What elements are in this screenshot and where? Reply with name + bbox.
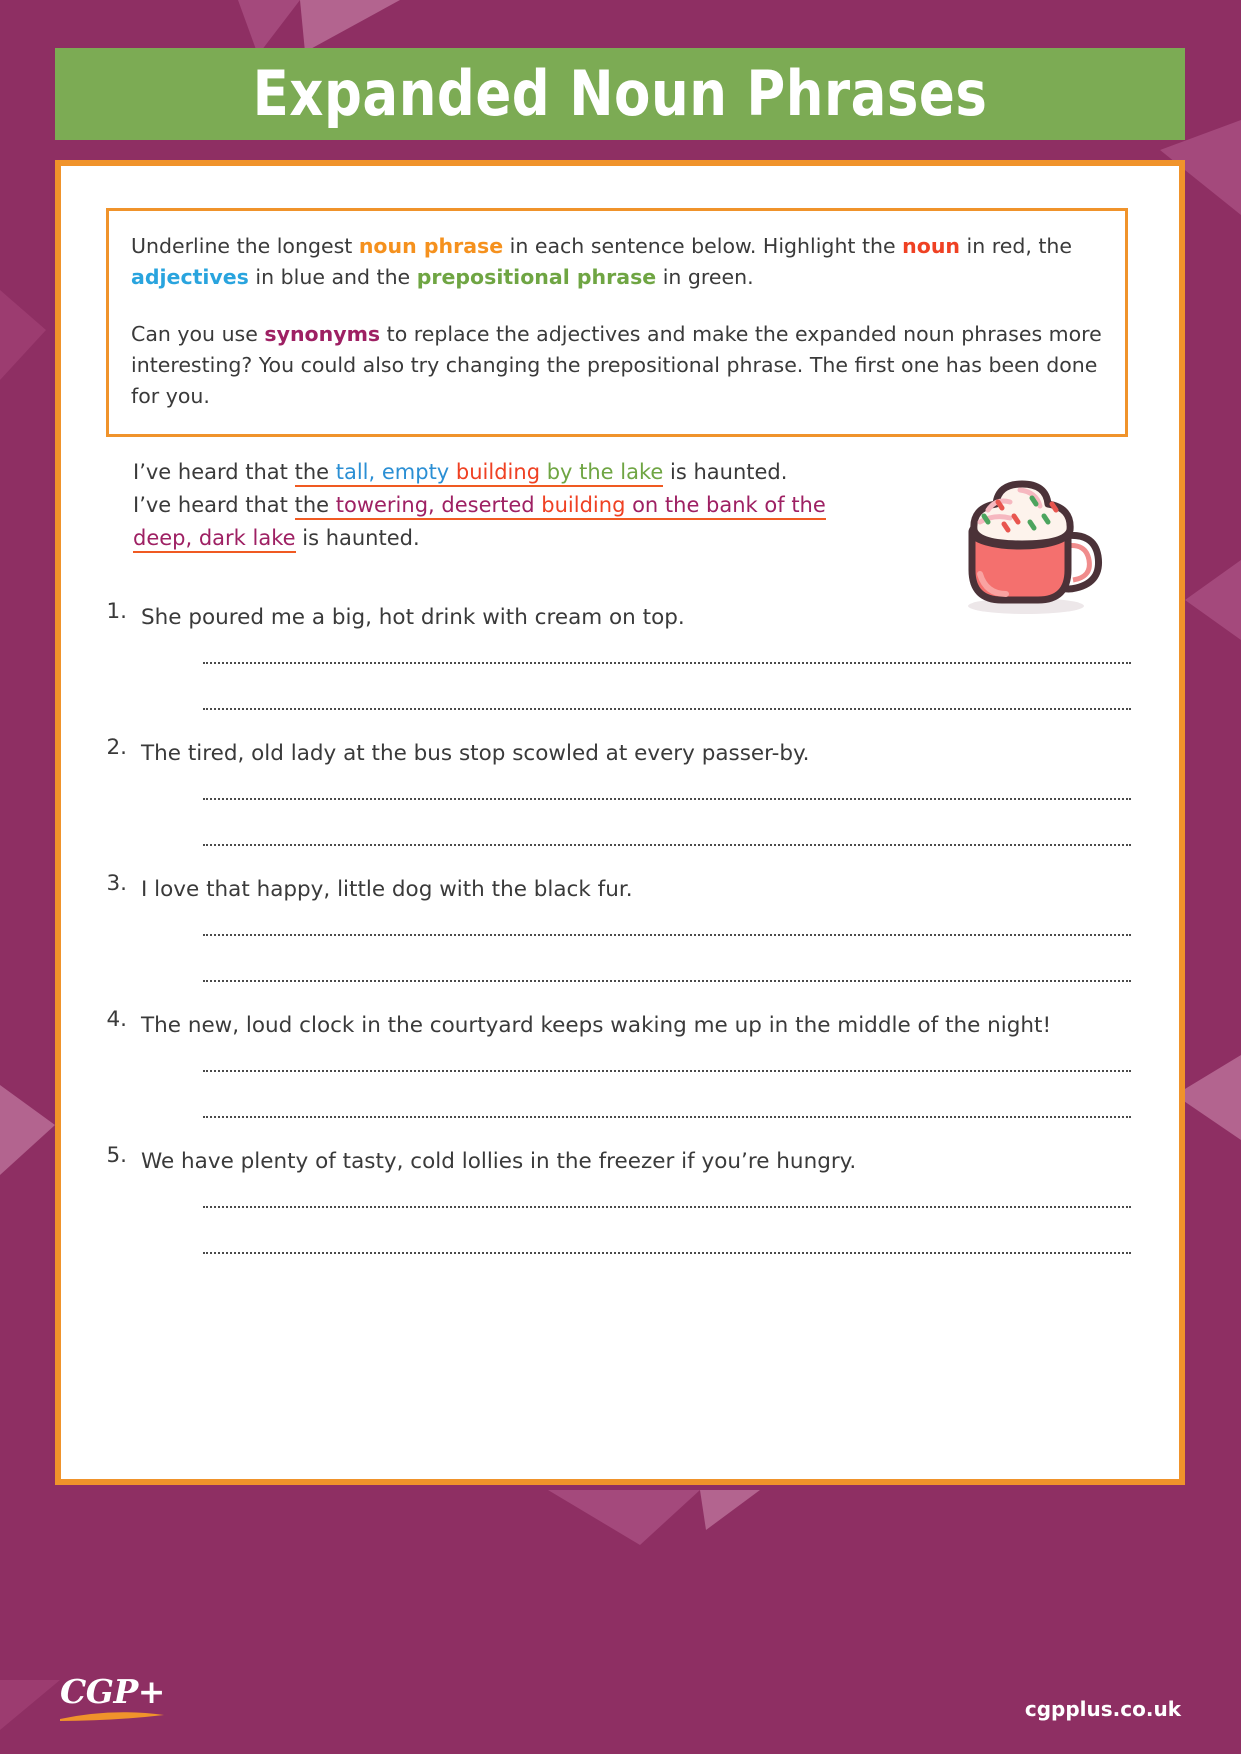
keyword-prepositional-phrase: prepositional phrase bbox=[416, 265, 657, 289]
question-text: I love that happy, little dog with the black fur. bbox=[141, 877, 633, 902]
logo-cgp-text: CGP bbox=[60, 1672, 138, 1711]
answer-line[interactable] bbox=[203, 844, 1131, 846]
instruction-text-segment: in each sentence below. Highlight the bbox=[503, 234, 903, 258]
question-text: The tired, old lady at the bus stop scowled at every passer-by. bbox=[141, 741, 810, 766]
example-adjectives: tall, empty bbox=[329, 460, 456, 487]
example2-prepositional-phrase-part1: on the bank of the bbox=[625, 493, 825, 520]
question-number: 1. bbox=[106, 599, 127, 624]
question-row bbox=[93, 868, 1153, 912]
answer-line[interactable] bbox=[203, 1116, 1131, 1118]
logo-wordmark bbox=[60, 1672, 165, 1711]
answer-line[interactable] bbox=[203, 708, 1131, 710]
example-tail-text: is haunted. bbox=[663, 460, 788, 484]
example2-determiner: the bbox=[295, 493, 329, 520]
question-row bbox=[93, 596, 1153, 640]
question-row bbox=[93, 1140, 1153, 1184]
logo-swoosh-icon bbox=[60, 1712, 164, 1721]
keyword-adjectives: adjectives bbox=[131, 265, 249, 289]
example2-prepositional-phrase-part2: deep, dark lake bbox=[133, 526, 296, 553]
question-row bbox=[93, 732, 1153, 776]
example-lead-text: I’ve heard that bbox=[133, 460, 295, 484]
example2-adjectives: towering, deserted bbox=[329, 493, 541, 520]
answer-line[interactable] bbox=[203, 1070, 1131, 1072]
example2-lead-text: I’ve heard that bbox=[133, 493, 295, 517]
example-line-2 bbox=[133, 489, 923, 555]
question-text: We have plenty of tasty, cold lollies in the freezer if you’re hungry. bbox=[141, 1149, 857, 1174]
answer-lines bbox=[203, 662, 1131, 710]
instruction-text-segment: in green. bbox=[656, 265, 754, 289]
question-row bbox=[93, 1004, 1153, 1048]
example2-tail-text: is haunted. bbox=[295, 526, 420, 550]
page-title-banner bbox=[55, 48, 1185, 140]
instruction-text-segment: Underline the longest bbox=[131, 234, 359, 258]
worked-example bbox=[133, 456, 923, 555]
example-prepositional-phrase: by the lake bbox=[540, 460, 663, 487]
worksheet-sheet bbox=[55, 160, 1185, 1485]
example-noun: building bbox=[456, 460, 540, 487]
answer-lines bbox=[203, 1070, 1131, 1118]
question-block-1 bbox=[93, 596, 1153, 710]
instruction-text-segment: to replace the adjectives and make the expanded noun phrases more interesting? You could also try changing the prepositional phrase. The first one has been done for you. bbox=[131, 322, 1102, 408]
example-line-1 bbox=[133, 456, 923, 489]
example2-noun: building bbox=[541, 493, 625, 520]
answer-line[interactable] bbox=[203, 662, 1131, 664]
answer-lines bbox=[203, 798, 1131, 846]
keyword-synonyms: synonyms bbox=[264, 322, 381, 346]
page-title: Expanded Noun Phrases bbox=[252, 58, 988, 130]
answer-line[interactable] bbox=[203, 1206, 1131, 1208]
question-text: The new, loud clock in the courtyard keeps waking me up in the middle of the night! bbox=[141, 1013, 1052, 1038]
question-text: She poured me a big, hot drink with cream on top. bbox=[141, 605, 685, 630]
answer-line[interactable] bbox=[203, 798, 1131, 800]
question-block-3 bbox=[93, 868, 1153, 982]
example-determiner: the bbox=[295, 460, 329, 487]
answer-lines bbox=[203, 934, 1131, 982]
instruction-text-segment: in blue and the bbox=[248, 265, 417, 289]
answer-line[interactable] bbox=[203, 980, 1131, 982]
keyword-noun-phrase: noun phrase bbox=[358, 234, 504, 258]
question-number: 5. bbox=[106, 1143, 127, 1168]
instruction-paragraph-2 bbox=[131, 319, 1103, 412]
answer-line[interactable] bbox=[203, 934, 1131, 936]
question-block-4 bbox=[93, 1004, 1153, 1118]
question-number: 4. bbox=[106, 1007, 127, 1032]
questions-list bbox=[93, 596, 1153, 1276]
footer-website-url: cgpplus.co.uk bbox=[1024, 1697, 1181, 1721]
keyword-noun: noun bbox=[902, 234, 961, 258]
instruction-text-segment: in red, the bbox=[960, 234, 1073, 258]
answer-lines bbox=[203, 1206, 1131, 1254]
instruction-paragraph-1 bbox=[131, 231, 1103, 293]
cgp-plus-logo bbox=[60, 1672, 165, 1726]
instruction-box bbox=[106, 208, 1128, 437]
question-number: 2. bbox=[106, 735, 127, 760]
logo-plus-symbol: + bbox=[137, 1672, 165, 1711]
question-block-2 bbox=[93, 732, 1153, 846]
instruction-text-segment: Can you use bbox=[131, 322, 265, 346]
question-block-5 bbox=[93, 1140, 1153, 1254]
question-number: 3. bbox=[106, 871, 127, 896]
answer-line[interactable] bbox=[203, 1252, 1131, 1254]
